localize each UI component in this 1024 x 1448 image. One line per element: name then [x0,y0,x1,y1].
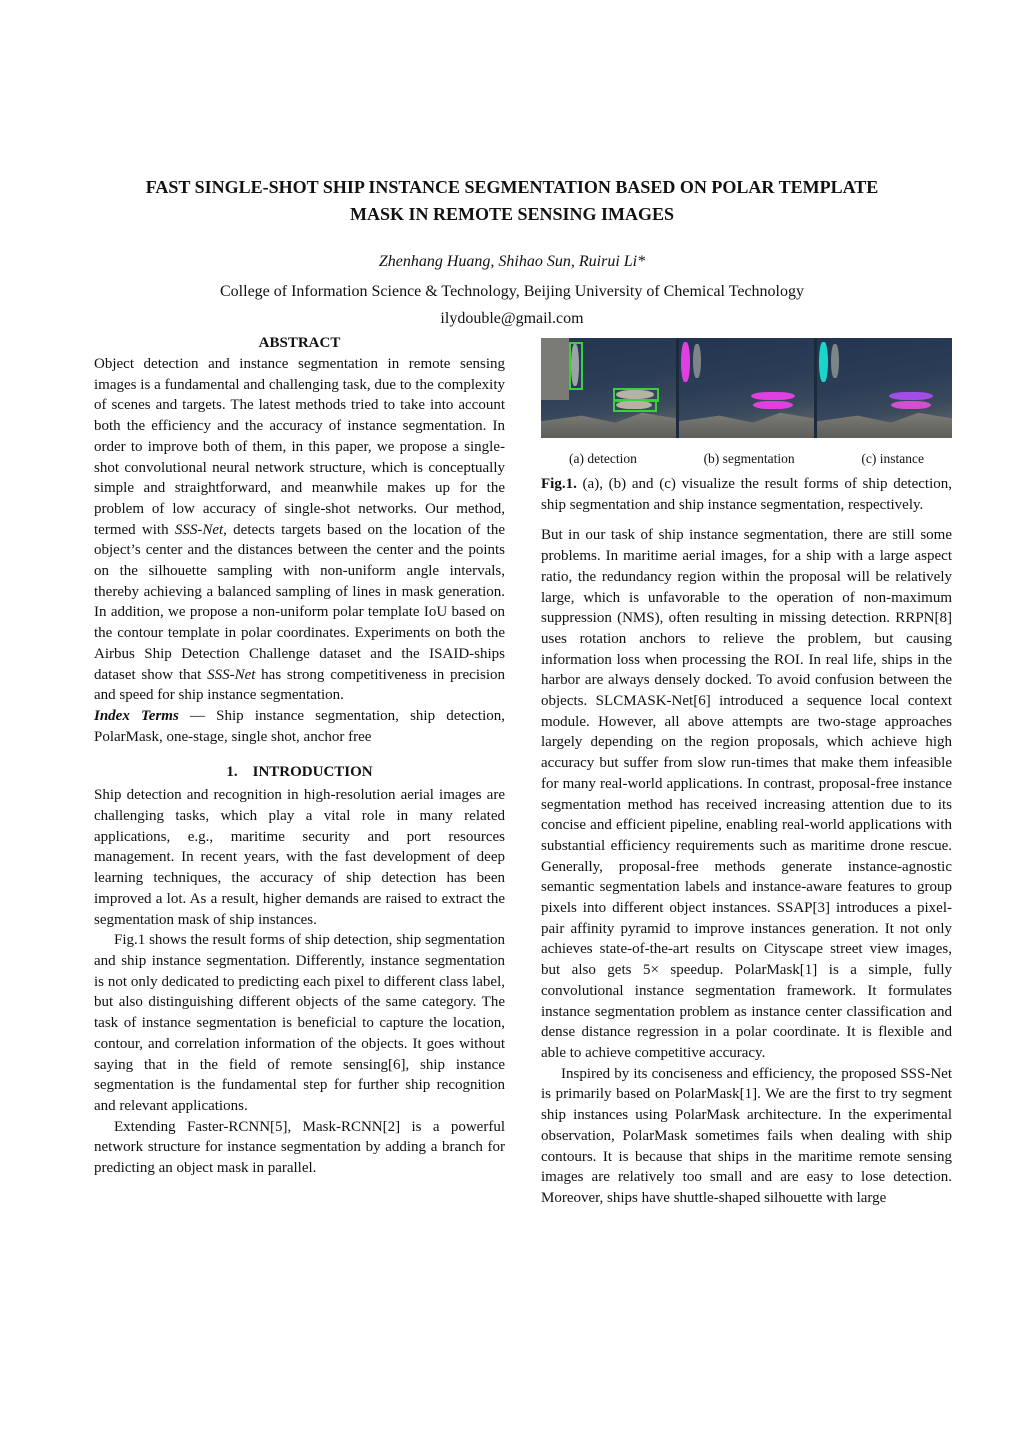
figure-label-a: (a) detection [569,451,637,466]
instance-mask [891,401,931,409]
paper-email[interactable]: ilydouble@gmail.com [440,310,584,327]
figure-caption-label: Fig.1. [541,476,577,492]
method-name: SSS-Net [207,666,256,683]
figure-panel-instance [817,338,952,438]
instance-mask [819,342,828,382]
right-paragraph-1: But in our task of ship instance segmentation, there are still some problems. In maritime aerial images, for a ship with a large aspect ratio, the redundancy region within the proposal will be relatively large, which is unfavorable to the operation of non-maximum suppression (NMS), often resulting in missing detection. RRPN[8] uses rotation anchors to relieve the problem, but causing information loss when processing the ROI. In real life, ships in the harbor are always densely docked. To avoid confusion between the objects. SLCMASK-Net[6] introduced a sequence local context module. However, all above attempts are two-stage approaches largely depending on the region proposals, which achieve high accuracy but suffer from slow run-times that make them infeasible for many real-world applications. In contrast, proposal-free instance segmentation method has received increasing attention due to its concise and efficient pipeline, enabling real-world applications with substantial efficiency requirements such as maritime drone rescue. Generally, proposal-free methods generate instance-agnostic semantic segmentation labels and instance-aware features to group pixels into different object instances. SSAP[3] introduces a pixel-pair affinity pyramid to improve instances generation. It not only achieves state-of-the-art results on Cityscape street view images, but also gets 5× speedup. PolarMask[1] is a simple, fully convolutional instance segmentation framework. It formulates instance segmentation problem as instance center classification and dense distance regression in a polar coordinate. It is flexible and able to achieve competitive accuracy. [541,527,952,1061]
figure-panel-detection [541,338,676,438]
index-terms-label: Index Terms [94,707,179,724]
paper-affiliation: College of Information Science & Technology, Beijing University of Chemical Technology [220,283,804,300]
figure-panel-segmentation [679,338,814,438]
segmentation-mask [751,392,795,400]
figure-label-c: (c) instance [861,451,924,466]
intro-paragraph-3: Extending Faster-RCNN[5], Mask-RCNN[2] is a powerful network structure for instance segmentation by adding a branch for predicting an object mask in parallel. [94,1118,505,1177]
instance-mask [889,392,933,400]
paper-title: FAST SINGLE-SHOT SHIP INSTANCE SEGMENTATION BASED ON POLAR TEMPLATE MASK IN REMOTE SENSING IMAGES [145,177,879,224]
intro-paragraph-2: Fig.1 shows the result forms of ship detection, ship segmentation and ship instance segmentation. Differently, instance segmentation is not only dedicated to predicting each pixel to different class label, but also distinguishing different objects of the same category. The task of instance segmentation is beneficial to capture the location, contour, and correlation information of the objects. It goes without saying that in the field of remote sensing[6], ship instance segmentation is the fundamental step for further ship recognition and relevant applications. [94,932,505,1114]
figure-1-image [541,338,952,438]
index-terms: Index Terms — Ship instance segmentation, ship detection, PolarMask, one-stage, single shot, anchor free [94,707,506,745]
segmentation-mask [681,342,690,382]
detection-box [613,399,657,412]
right-column [541,338,952,1209]
abstract-text: Object detection and instance segmentation in remote sensing images is a fundamental and challenging task, due to the complexity of scenes and targets. The latest methods tried to take into account both the efficiency and the accuracy of instance segmentation. In order to improve both of them, in this paper, we propose a single-shot convolutional neural network structure, which is conceptually simple and straightforward, and meanwhile makes up for the problem of low accuracy of single-shot networks. Our method, termed with SSS-Net, detects targets based on the location of the object’s center and the distances between the center and the points on the silhouette sampling with non-uniform angle intervals, thereby achieving a balanced sampling of lines in mask generation. In addition, we propose a non-uniform polar template IoU based on the contour template in polar coordinates. Experiments on both the Airbus Ship Detection Challenge dataset and the ISAID-ships dataset show that SSS-Net has strong competitiveness in precision and speed for ship instance segmentation. [94,356,505,704]
segmentation-mask [753,401,793,409]
figure-caption: Fig.1. (a), (b) and (c) visualize the result forms of ship detection, ship segmentation and ship instance segmentation, respectively. [541,476,952,513]
detection-box [569,342,583,390]
paper-authors: Zhenhang Huang, Shihao Sun, Ruirui Li* [378,253,646,270]
right-paragraph-2: Inspired by its conciseness and efficiency, the proposed SSS-Net is primarily based on PolarMask[1]. We are the first to try segment ship instances using PolarMask architecture. In the experimental observation, PolarMask sometimes fails when dealing with ship contours. It is because that ships in the maritime remote sensing images are relatively too small and are easy to lose detection. Moreover, ships have shuttle-shaped silhouette with large [541,1065,952,1206]
intro-paragraph-1: Ship detection and recognition in high-resolution aerial images are challenging tasks, which play a vital role in many related applications, e.g., maritime security and port resources management. In recent years, with the fast development of deep learning techniques, the accuracy of ship detection has been improved a lot. As a result, higher demands are raised to extract the segmentation mask of ship instances. [94,787,505,928]
figure-label-b: (b) segmentation [703,451,795,466]
left-column [94,332,505,1179]
method-name: SSS-Net [174,521,224,538]
abstract-heading: ABSTRACT [258,335,341,351]
intro-heading: 1. INTRODUCTION [226,764,373,781]
figure-subcaptions [541,450,952,468]
